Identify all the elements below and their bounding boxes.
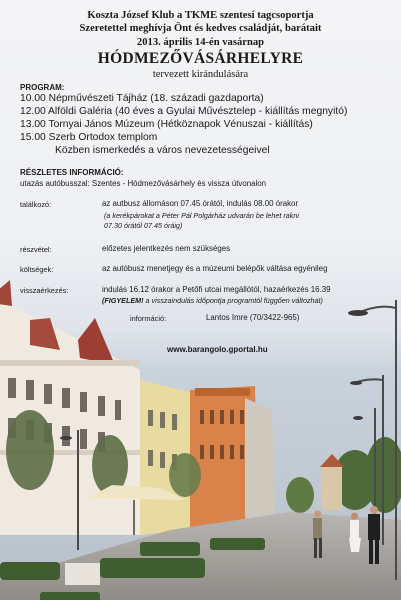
program-item: 15.00 Szerb Ortodox templom: [20, 132, 158, 143]
program-item: Közben ismerkedés a város nevezetességeivel: [55, 145, 270, 156]
page-title: HÓDMEZŐVÁSÁRHELYRE: [97, 50, 304, 67]
participation-value: előzetes jelentkezés nem szükséges: [102, 244, 231, 253]
program-heading: PROGRAM:: [20, 83, 65, 92]
info-value: Lantos Imre (70/3422-965): [206, 313, 300, 322]
return-note-warning: (FIGYELEM!: [102, 296, 144, 305]
program-item: 13.00 Tornyai János Múzeum (Hétköznapok Vénuszai - kiállítás): [20, 119, 313, 130]
transport-info: utazás autóbusszal: Szentes - Hódmezővásárhely és vissza útvonalon: [20, 179, 267, 188]
program-item: 12.00 Alföldi Galéria (40 éves a Gyulai Művésztelep - kiállítás megnyitó): [20, 106, 348, 117]
meeting-note: (a kerékpárokat a Péter Pál Polgárház udvarán be lehet rakni: [104, 211, 299, 220]
participation-label: részvétel:: [20, 245, 52, 254]
website-link[interactable]: www.barangolo.gportal.hu: [167, 345, 268, 354]
return-note: [102, 296, 323, 305]
program-item: 10.00 Népművészeti Tájház (18. századi gazdaporta): [20, 93, 264, 104]
return-note-text: a visszaindulás időpontja programtól függően változhat): [143, 296, 323, 305]
invitation-line: Szeretettel meghívja Önt és kedves családját, barátait: [79, 23, 322, 34]
info-label: információ:: [130, 314, 167, 323]
organizer-line: Koszta József Klub a TKME szentesi tagcsoportja: [87, 10, 314, 21]
details-heading: RÉSZLETES INFORMÁCIÓ:: [20, 168, 124, 177]
meeting-value: az autbusz állomáson 07.45 órától, indulás 08.00 órakor: [102, 199, 299, 208]
meeting-note: 07.30 órától 07.45 óráig): [104, 221, 183, 230]
date-line: 2013. április 14-én vasárnap: [136, 37, 265, 48]
costs-value: az autóbusz menetjegy és a múzeumi belépők váltása egyénileg: [102, 264, 328, 273]
meeting-label: találkozó:: [20, 200, 52, 209]
page-subtitle: tervezett kirándulására: [152, 69, 249, 80]
street-scene-photo: [0, 280, 401, 600]
return-label: visszaérkezés:: [20, 286, 69, 295]
return-value: indulás 16.12 órakor a Petőfi utcai megállótól, hazaérkezés 16.39: [102, 285, 331, 294]
costs-label: költségek:: [20, 265, 54, 274]
